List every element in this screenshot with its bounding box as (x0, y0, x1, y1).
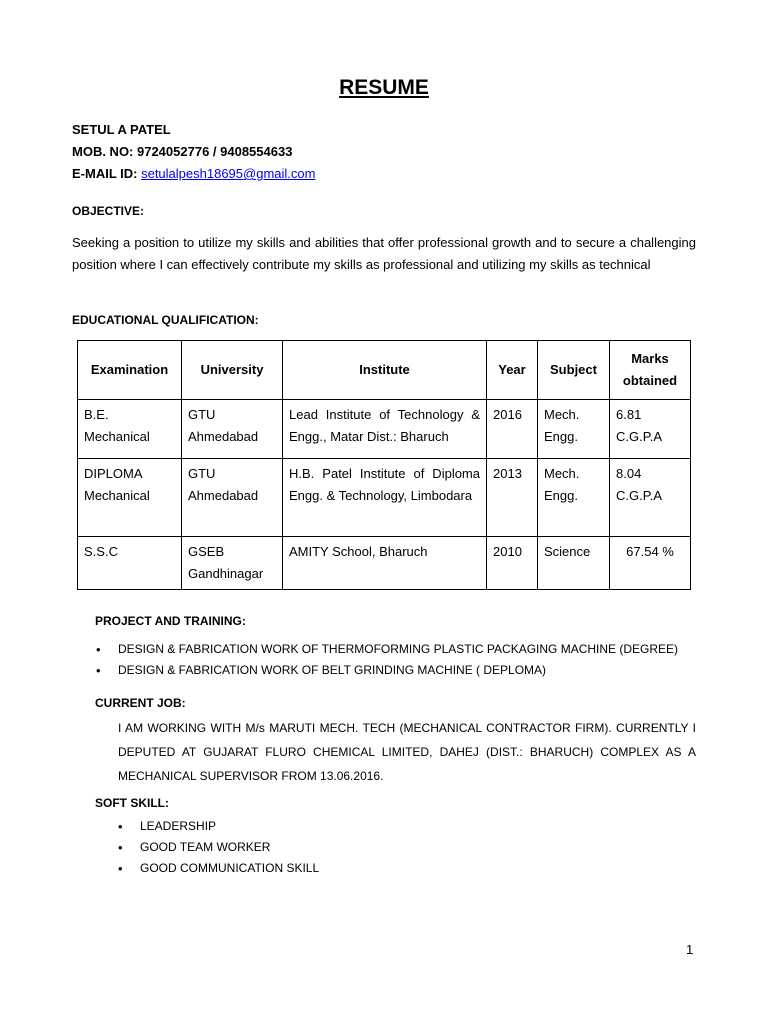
cell-university: GTU Ahmedabad (182, 400, 283, 459)
list-item (96, 660, 678, 681)
soft-skill-text: LEADERSHIP (140, 819, 217, 833)
list-item (96, 639, 679, 660)
list-item (118, 858, 320, 879)
cell-examination: B.E. Mechanical (78, 400, 182, 459)
cell-institute: AMITY School, Bharuch (283, 537, 487, 590)
education-heading: EDUCATIONAL QUALIFICATION: (72, 313, 259, 327)
cell-subject: Mech. Engg. (538, 459, 610, 537)
soft-skill-text: GOOD TEAM WORKER (140, 840, 271, 854)
cell-subject: Science (538, 537, 610, 590)
cell-university: GSEB Gandhinagar (182, 537, 283, 590)
bullet-icon: • (96, 663, 101, 678)
bullet-icon: • (118, 819, 123, 834)
bullet-icon: • (118, 840, 123, 855)
cell-university: GTU Ahmedabad (182, 459, 283, 537)
cell-institute: Lead Institute of Technology & Engg., Matar Dist.: Bharuch (283, 400, 487, 459)
table-row (78, 459, 691, 537)
project-heading: PROJECT AND TRAINING: (95, 614, 246, 628)
soft-skill-list (118, 816, 320, 879)
education-header-row (78, 341, 691, 400)
list-item (118, 837, 319, 858)
candidate-name: SETUL A PATEL (72, 122, 171, 137)
education-table (77, 340, 691, 590)
cell-year: 2013 (487, 459, 538, 537)
cell-examination: DIPLOMA Mechanical (78, 459, 182, 537)
header-institute: Institute (283, 341, 487, 400)
project-item-text: DESIGN & FABRICATION WORK OF BELT GRINDING MACHINE ( DEPLOMA) (118, 663, 547, 677)
current-job-heading: CURRENT JOB: (95, 696, 186, 710)
email-line (72, 163, 315, 185)
project-item-text: DESIGN & FABRICATION WORK OF THERMOFORMING PLASTIC PACKAGING MACHINE (DEGREE) (118, 642, 679, 656)
header-examination: Examination (78, 341, 182, 400)
cell-marks: 6.81 C.G.P.A (610, 400, 691, 459)
soft-skill-text: GOOD COMMUNICATION SKILL (140, 861, 320, 875)
email-label: E-MAIL ID: (72, 166, 142, 181)
table-row (78, 537, 691, 590)
cell-year: 2010 (487, 537, 538, 590)
cell-examination: S.S.C (78, 537, 182, 590)
header-marks: Marks obtained (610, 341, 691, 400)
cell-institute: H.B. Patel Institute of Diploma Engg. & Technology, Limbodara (283, 459, 487, 537)
header-subject: Subject (538, 341, 610, 400)
list-item (118, 816, 319, 837)
email-link[interactable]: setulalpesh18695@gmail.com (141, 166, 316, 181)
objective-heading: OBJECTIVE: (72, 204, 145, 218)
bullet-icon: • (96, 642, 101, 657)
header-university: University (182, 341, 283, 400)
cell-marks: 67.54 % (610, 537, 691, 590)
cell-year: 2016 (487, 400, 538, 459)
resume-title: RESUME (339, 76, 429, 99)
bullet-icon: • (118, 861, 123, 876)
header-year: Year (487, 341, 538, 400)
page-number: 1 (686, 942, 694, 957)
current-job-text: I AM WORKING WITH M/s MARUTI MECH. TECH (MECHANICAL CONTRACTOR FIRM). CURRENTLY I DEPUTED AT GUJARAT FLURO CHEMICAL LIMITED, DAHEJ (DIST.: BHARUCH) COMPLEX AS A MECHANICAL SUPERVISOR FROM 13.06.2016. (118, 721, 696, 783)
cell-marks: 8.04 C.G.P.A (610, 459, 691, 537)
mobile-number: MOB. NO: 9724052776 / 9408554633 (72, 144, 293, 159)
objective-text: Seeking a position to utilize my skills and abilities that offer professional growth and to secure a challenging position where I can effectively contribute my skills as professional and utilizing my skills as technical (72, 235, 696, 272)
cell-subject: Mech. Engg. (538, 400, 610, 459)
soft-skill-heading: SOFT SKILL: (95, 796, 169, 810)
table-row (78, 400, 691, 459)
project-list (96, 639, 679, 681)
